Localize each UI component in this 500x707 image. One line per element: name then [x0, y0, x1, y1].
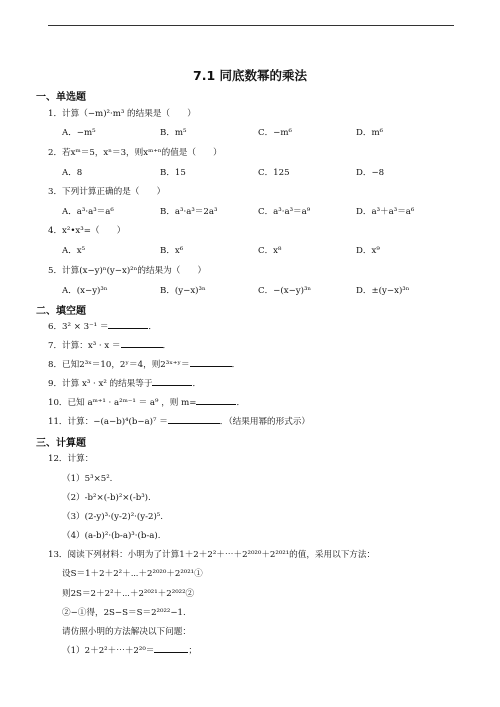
- answer-blank[interactable]: [196, 396, 236, 405]
- option-d: D．−8: [356, 168, 385, 178]
- option-d: D．±(y−x)³ⁿ: [356, 286, 410, 296]
- question-7: [48, 339, 171, 351]
- question-11-text: 11．计算：−(a−b)⁴(b−a)⁷ ＝: [48, 417, 168, 427]
- question-5-options: [62, 284, 454, 296]
- question-12-part-2: （2）-b²×(-b)²×(-b³).: [62, 493, 151, 503]
- option-c: C．−m⁶: [258, 128, 292, 138]
- question-12-stem: 12．计算：: [48, 454, 94, 464]
- question-5-stem: 5．计算(x−y)ⁿ(y−x)²ⁿ的结果为（ ）: [48, 266, 207, 276]
- question-12-part-4: （4）(a-b)²·(b-a)³·(b-a).: [62, 531, 161, 541]
- option-b: B．x⁶: [160, 246, 184, 256]
- question-12-part-1: （1）5³×5².: [62, 474, 113, 484]
- question-7-end: ．: [162, 341, 172, 351]
- header-rule: [48, 25, 454, 26]
- question-13-part-1-end: ；: [188, 646, 197, 656]
- question-13-line-2: 则2S＝2＋2²＋⋯＋2²⁰²¹＋2²⁰²²②: [62, 589, 195, 599]
- question-10: [48, 396, 245, 408]
- option-a: A．x⁵: [62, 246, 86, 256]
- section-heading-single-choice: 一、单选题: [36, 92, 86, 103]
- question-13-stem: 13．阅读下列材料：小明为了计算1＋2＋2²＋⋯＋2²⁰²⁰＋2²⁰²¹的值，采用以下方法：: [48, 550, 376, 560]
- section-heading-calculation: 三、计算题: [36, 438, 86, 449]
- answer-blank[interactable]: [152, 377, 192, 386]
- question-2-stem: 2．若xᵐ＝5，xⁿ＝3，则xᵐ⁺ⁿ的值是（ ）: [48, 148, 222, 158]
- question-13-line-1: 设S＝1＋2＋2²＋⋯＋2²⁰²⁰＋2²⁰²¹①: [62, 569, 203, 579]
- question-13-part-1: [62, 644, 197, 656]
- option-b: B．m⁵: [160, 128, 187, 138]
- question-1-stem: 1．计算（−m)²·m³ 的结果是（ ）: [48, 109, 196, 119]
- option-c: C．125: [258, 168, 290, 178]
- section-heading-fill-blank: 二、填空题: [36, 306, 86, 317]
- question-12-part-3: （3）(2-y)³·(y-2)²·(y-2)⁵.: [62, 512, 163, 522]
- option-b: B．(y−x)³ⁿ: [160, 286, 206, 296]
- option-c: C．a³·a³＝a⁹: [258, 207, 311, 217]
- question-3-options: [62, 205, 454, 217]
- question-10-text: 10．已知 aᵐ⁺¹ · a²ᵐ⁻¹ ＝ a⁹ ，则 m=: [48, 398, 197, 408]
- question-4-stem: 4．x²•x³=（ ）: [48, 226, 126, 236]
- question-8-end: ．: [231, 360, 241, 370]
- option-d: D．m⁶: [356, 128, 384, 138]
- question-9-end: ．: [192, 379, 202, 389]
- option-d: D．a³＋a³＝a⁶: [356, 207, 415, 217]
- option-a: A．a³·a³＝a⁶: [62, 207, 114, 217]
- option-c: C．−(x−y)³ⁿ: [258, 286, 312, 296]
- option-b: B．a³·a³＝2a³: [160, 207, 218, 217]
- question-4-options: [62, 244, 454, 256]
- answer-blank[interactable]: [108, 320, 148, 329]
- option-a: A．8: [62, 168, 83, 178]
- question-3-stem: 3．下列计算正确的是（ ）: [48, 187, 166, 197]
- question-2-options: [62, 166, 454, 178]
- question-7-text: 7．计算：x³ · x ＝: [48, 341, 121, 351]
- option-a: A．(x−y)³ⁿ: [62, 286, 108, 296]
- answer-blank[interactable]: [154, 644, 188, 653]
- question-8: [48, 358, 240, 370]
- question-13-part-1-text: （1）2＋2²＋⋯＋2²⁰＝: [62, 646, 155, 656]
- question-13-line-3: ②−①得，2S−S＝S＝2²⁰²²−1.: [62, 608, 186, 618]
- question-9: [48, 377, 201, 389]
- question-11: [48, 415, 310, 427]
- question-13-line-4: 请仿照小明的方法解决以下问题：: [62, 627, 191, 637]
- answer-blank[interactable]: [121, 339, 163, 348]
- question-8-text: 8．已知2³ˣ＝10，2ʸ＝4，则2³ˣ⁺ʸ＝: [48, 360, 190, 370]
- question-9-text: 9．计算 x³ · x² 的结果等于: [48, 379, 153, 389]
- question-6-text: 6．3² × 3⁻¹ ＝: [48, 322, 109, 332]
- question-1-options: [62, 126, 454, 138]
- option-c: C．x⁸: [258, 246, 282, 256]
- option-d: D．x⁹: [356, 246, 380, 256]
- question-6-end: ．: [148, 322, 158, 332]
- question-10-end: ．: [236, 398, 246, 408]
- option-a: A．−m⁵: [62, 128, 96, 138]
- question-6: [48, 320, 157, 332]
- page-title: 7.1 同底数幂的乘法: [193, 68, 307, 83]
- option-b: B．15: [160, 168, 186, 178]
- answer-blank[interactable]: [190, 358, 232, 367]
- answer-blank[interactable]: [168, 415, 220, 424]
- question-11-end: ．（结果用幂的形式示）: [219, 417, 311, 427]
